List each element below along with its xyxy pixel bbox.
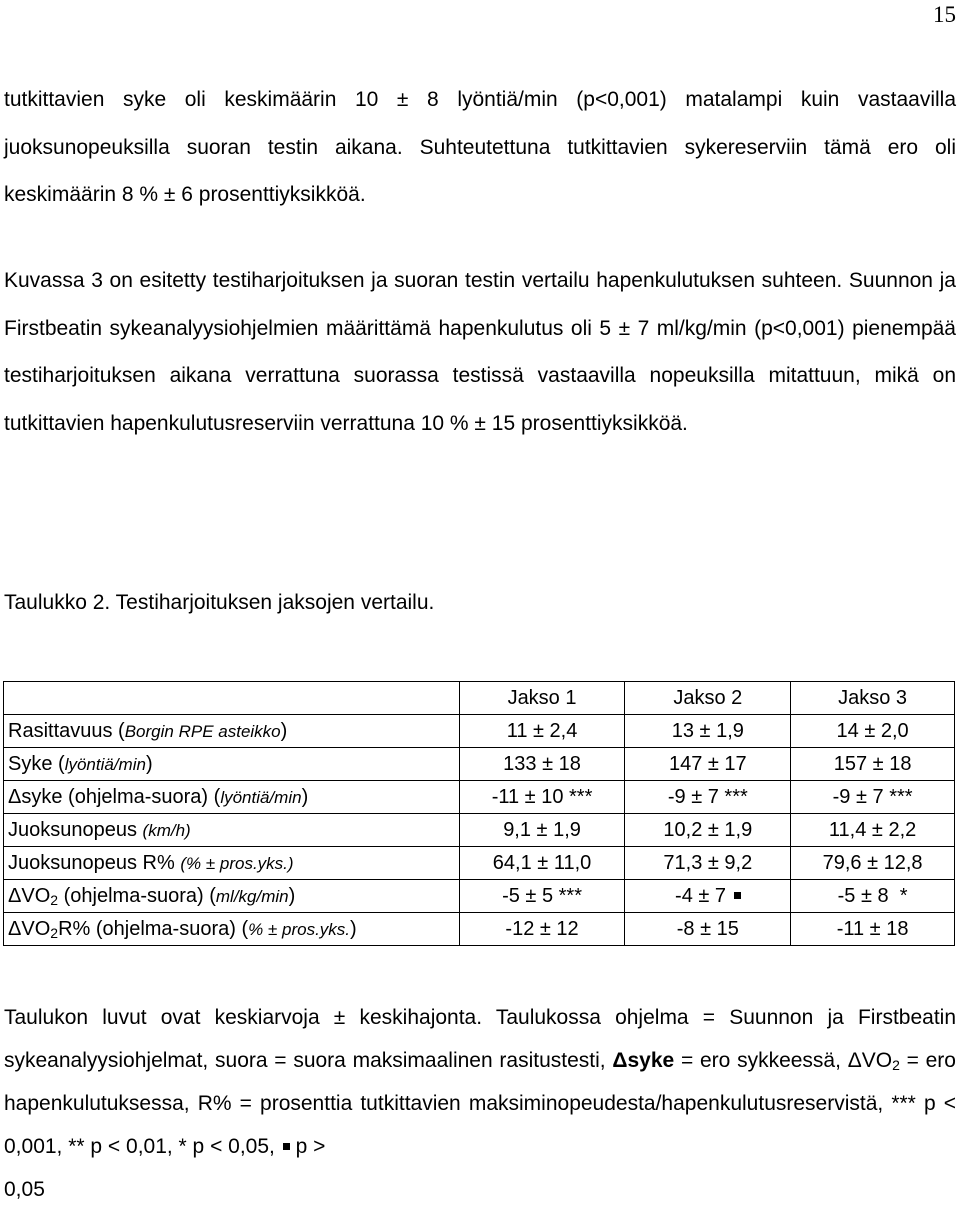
row-unit: % ± pros.yks. (248, 919, 351, 939)
row-label: Syke (lyöntiä/min) (4, 748, 460, 781)
paragraph-2: Kuvassa 3 on esitetty testiharjoituksen ja suoran testin vertailu hapenkulutuksen suhteen. Suunnon ja Firstbeatin sykeanalyysiohjelmien määrittämä hapenkulutus oli 5 ± 7 ml/kg/min (p<0,001) pienempää testiharjoituksen aikana verrattuna suorassa testissä vastaavilla nopeuksilla mitattuun, mikä on tutkittavien hapenkulutusreserviin verrattuna 10 % ± 15 prosenttiyksikköä. (4, 269, 956, 435)
row-unit: Borgin RPE asteikko (124, 721, 281, 741)
cell: -5 ± 5 *** (459, 880, 625, 913)
cell: -9 ± 7 *** (791, 781, 955, 814)
header-empty (4, 682, 460, 715)
table-row (4, 748, 955, 781)
row-label: Juoksunopeus R% (% ± pros.yks.) (4, 847, 460, 880)
cell: -12 ± 12 (459, 913, 625, 946)
cell: 147 ± 17 (625, 748, 791, 781)
table-row (4, 781, 955, 814)
table-row (4, 913, 955, 946)
cell: 10,2 ± 1,9 (625, 814, 791, 847)
table-row (4, 715, 955, 748)
cell: 9,1 ± 1,9 (459, 814, 625, 847)
cell: -5 ± 8 * (791, 880, 955, 913)
row-unit: (% ± pros.yks.) (180, 853, 294, 873)
cell: 133 ± 18 (459, 748, 625, 781)
table-note: Taulukon luvut ovat keskiarvoja ± keskihajonta. Taulukossa ohjelma = Suunnon ja Firstbeatin sykeanalyysiohjelmat, suora = suora maksimaalinen rasitustesti, Δsyke = ero sykkeessä, $\Delta VO_2$ = ero hapenkulutuksessa, R% = prosenttia tutkittavien maksiminopeudesta/hapenkulutusreservistä, *** p < 0,001, ** p < 0,01, * p < 0,05, p > 0,05 (4, 1006, 956, 1201)
table-row (4, 880, 955, 913)
table-row (4, 847, 955, 880)
cell: 79,6 ± 12,8 (791, 847, 955, 880)
header-jakso-3: Jakso 3 (791, 682, 955, 715)
row-unit: (km/h) (142, 820, 191, 840)
header-jakso-1: Jakso 1 (459, 682, 625, 715)
page-number: 15 (933, 2, 956, 27)
cell: 64,1 ± 11,0 (459, 847, 625, 880)
cell: 71,3 ± 9,2 (625, 847, 791, 880)
row-label: Δsyke (ohjelma-suora) (lyöntiä/min) (4, 781, 460, 814)
row-label: $\Delta VO_2$ (ohjelma-suora) (ml/kg/min) (4, 880, 460, 913)
row-label: Juoksunopeus (km/h) (4, 814, 460, 847)
row-unit: lyöntiä/min (220, 787, 302, 807)
row-label: $\Delta VO_2R\%$ (ohjelma-suora) (% ± pros.yks.) (4, 913, 460, 946)
row-label: Rasittavuus (Borgin RPE asteikko) (4, 715, 460, 748)
paragraph-1: tutkittavien syke oli keskimäärin 10 ± 8 lyöntiä/min (p<0,001) matalampi kuin vastaavilla juoksunopeuksilla suoran testin aikana. Suhteutettuna tutkittavien sykereserviin tämä ero oli keskimäärin 8 % ± 6 prosenttiyksikköä. (4, 88, 956, 206)
square-marker-icon (283, 1143, 290, 1150)
cell: 157 ± 18 (791, 748, 955, 781)
cell: -11 ± 10 *** (459, 781, 625, 814)
cell: -8 ± 15 (625, 913, 791, 946)
table-caption: Taulukko 2. Testiharjoituksen jaksojen vertailu. (4, 591, 435, 614)
cell: -4 ± 7 (625, 880, 791, 913)
cell: -11 ± 18 (791, 913, 955, 946)
cell: 11 ± 2,4 (459, 715, 625, 748)
row-unit: ml/kg/min (215, 886, 289, 906)
table-row (4, 814, 955, 847)
cell: 11,4 ± 2,2 (791, 814, 955, 847)
cell: -9 ± 7 *** (625, 781, 791, 814)
cell: 13 ± 1,9 (625, 715, 791, 748)
square-marker-icon (734, 892, 741, 899)
data-table (3, 681, 955, 946)
header-jakso-2: Jakso 2 (625, 682, 791, 715)
cell: 14 ± 2,0 (791, 715, 955, 748)
table-header-row (4, 682, 955, 715)
row-unit: lyöntiä/min (64, 754, 146, 774)
